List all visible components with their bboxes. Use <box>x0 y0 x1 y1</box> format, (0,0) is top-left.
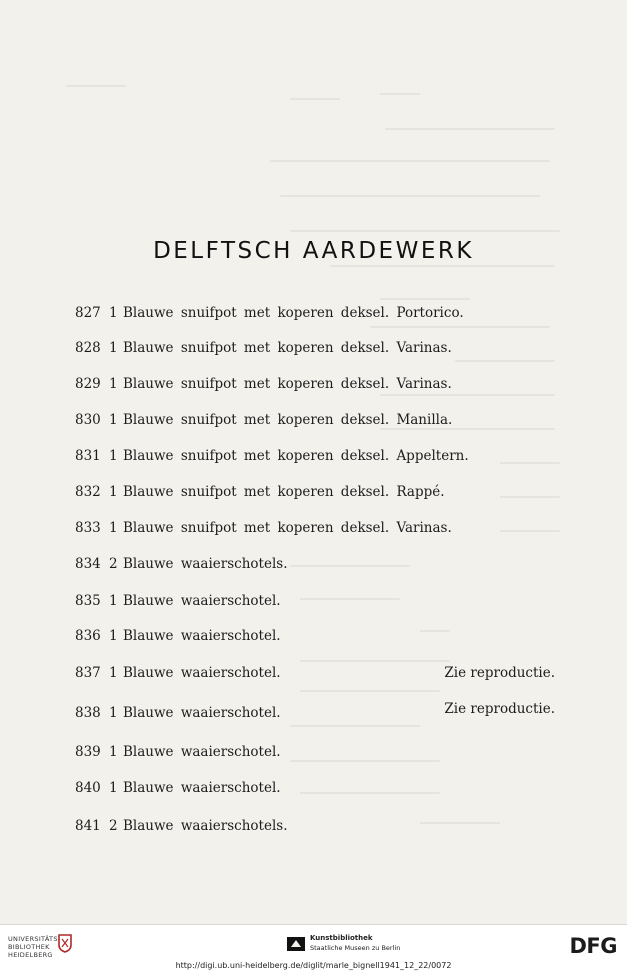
show-through-line <box>455 360 555 362</box>
university-library-logo[interactable] <box>8 935 60 959</box>
lot-number: 832 <box>75 484 101 500</box>
lot-number: 833 <box>75 520 101 536</box>
lot-quantity: 2 <box>109 818 118 834</box>
show-through-line <box>270 160 550 162</box>
university-seal-icon <box>56 933 74 953</box>
catalogue-entry <box>75 375 555 393</box>
lot-description: Blauwe waaierschotel. <box>123 705 281 721</box>
lot-number: 839 <box>75 744 101 760</box>
lot-description: Blauwe snuifpot met koperen deksel. Varinas. <box>123 376 452 392</box>
catalogue-entry <box>75 592 555 610</box>
lot-quantity: 1 <box>109 376 118 392</box>
lot-quantity: 1 <box>109 593 118 609</box>
lot-number: 830 <box>75 412 101 428</box>
lot-description: Blauwe waaierschotel. <box>123 593 281 609</box>
catalogue-entry <box>75 339 555 357</box>
lot-description: Blauwe waaierschotels. <box>123 556 288 572</box>
lot-description: Blauwe snuifpot met koperen deksel. Varinas. <box>123 340 452 356</box>
show-through-line <box>290 230 560 232</box>
catalogue-entry <box>75 304 555 322</box>
show-through-line <box>385 128 555 130</box>
catalogue-entry <box>75 779 555 797</box>
lot-number: 840 <box>75 780 101 796</box>
lot-quantity: 1 <box>109 705 118 721</box>
logo-text-line: BIBLIOTHEK <box>8 943 50 951</box>
lot-description: Blauwe waaierschotel. <box>123 780 281 796</box>
lot-quantity: 1 <box>109 484 118 500</box>
show-through-line <box>380 298 470 300</box>
lot-quantity: 2 <box>109 556 118 572</box>
lot-quantity: 1 <box>109 780 118 796</box>
lot-description: Blauwe waaierschotel. <box>123 744 281 760</box>
catalogue-entry <box>75 664 555 682</box>
show-through-line <box>290 725 420 727</box>
lot-note: Zie reproductie. <box>444 701 555 717</box>
lot-description: Blauwe snuifpot met koperen deksel. Portorico. <box>123 305 464 321</box>
lot-description: Blauwe waaierschotels. <box>123 818 288 834</box>
lot-note: Zie reproductie. <box>444 665 555 681</box>
lot-quantity: 1 <box>109 744 118 760</box>
lot-description: Blauwe waaierschotel. <box>123 665 281 681</box>
catalogue-entry <box>75 817 555 835</box>
lot-quantity: 1 <box>109 665 118 681</box>
logo-text-line: HEIDELBERG <box>8 951 53 959</box>
show-through-line <box>380 93 420 95</box>
lot-description: Blauwe snuifpot met koperen deksel. Manilla. <box>123 412 453 428</box>
catalogue-entry <box>75 555 555 573</box>
page-heading: DELFTSCH AARDEWERK <box>153 238 474 264</box>
lot-quantity: 1 <box>109 520 118 536</box>
lot-number: 828 <box>75 340 101 356</box>
dfg-logo[interactable]: DFG <box>569 934 617 958</box>
lot-number: 837 <box>75 665 101 681</box>
kunstbibliothek-mark-icon <box>287 937 305 951</box>
lot-description: Blauwe snuifpot met koperen deksel. Varinas. <box>123 520 452 536</box>
lot-number: 831 <box>75 448 101 464</box>
show-through-line <box>66 85 126 87</box>
lot-number: 835 <box>75 593 101 609</box>
lot-number: 836 <box>75 628 101 644</box>
catalogue-entry <box>75 519 555 537</box>
lot-quantity: 1 <box>109 412 118 428</box>
lot-number: 829 <box>75 376 101 392</box>
lot-quantity: 1 <box>109 448 118 464</box>
show-through-line <box>300 690 440 692</box>
lot-number: 834 <box>75 556 101 572</box>
show-through-line <box>330 265 555 267</box>
show-through-line <box>280 195 540 197</box>
lot-quantity: 1 <box>109 305 118 321</box>
lot-description: Blauwe snuifpot met koperen deksel. Appeltern. <box>123 448 469 464</box>
catalogue-entry <box>75 447 555 465</box>
permalink-url[interactable]: http://digi.ub.uni-heidelberg.de/diglit/marle_bignell1941_12_22/0072 <box>175 961 452 970</box>
catalogue-entry <box>75 627 555 645</box>
show-through-line <box>290 98 340 100</box>
kunstbibliothek-subtitle: Staatliche Museen zu Berlin <box>310 944 401 952</box>
lot-number: 841 <box>75 818 101 834</box>
catalogue-entry <box>75 483 555 501</box>
lot-description: Blauwe waaierschotel. <box>123 628 281 644</box>
viewer-footer <box>0 924 627 972</box>
logo-text-line: UNIVERSITÄTS- <box>8 935 61 943</box>
catalogue-entry <box>75 701 555 722</box>
lot-number: 838 <box>75 705 101 721</box>
catalogue-entry <box>75 743 555 761</box>
lot-number: 827 <box>75 305 101 321</box>
catalogue-entry <box>75 411 555 429</box>
show-through-line <box>380 394 555 396</box>
lot-quantity: 1 <box>109 628 118 644</box>
show-through-line <box>370 326 550 328</box>
lot-description: Blauwe snuifpot met koperen deksel. Rappé. <box>123 484 445 500</box>
kunstbibliothek-name: Kunstbibliothek <box>310 934 373 942</box>
show-through-line <box>300 660 450 662</box>
lot-quantity: 1 <box>109 340 118 356</box>
